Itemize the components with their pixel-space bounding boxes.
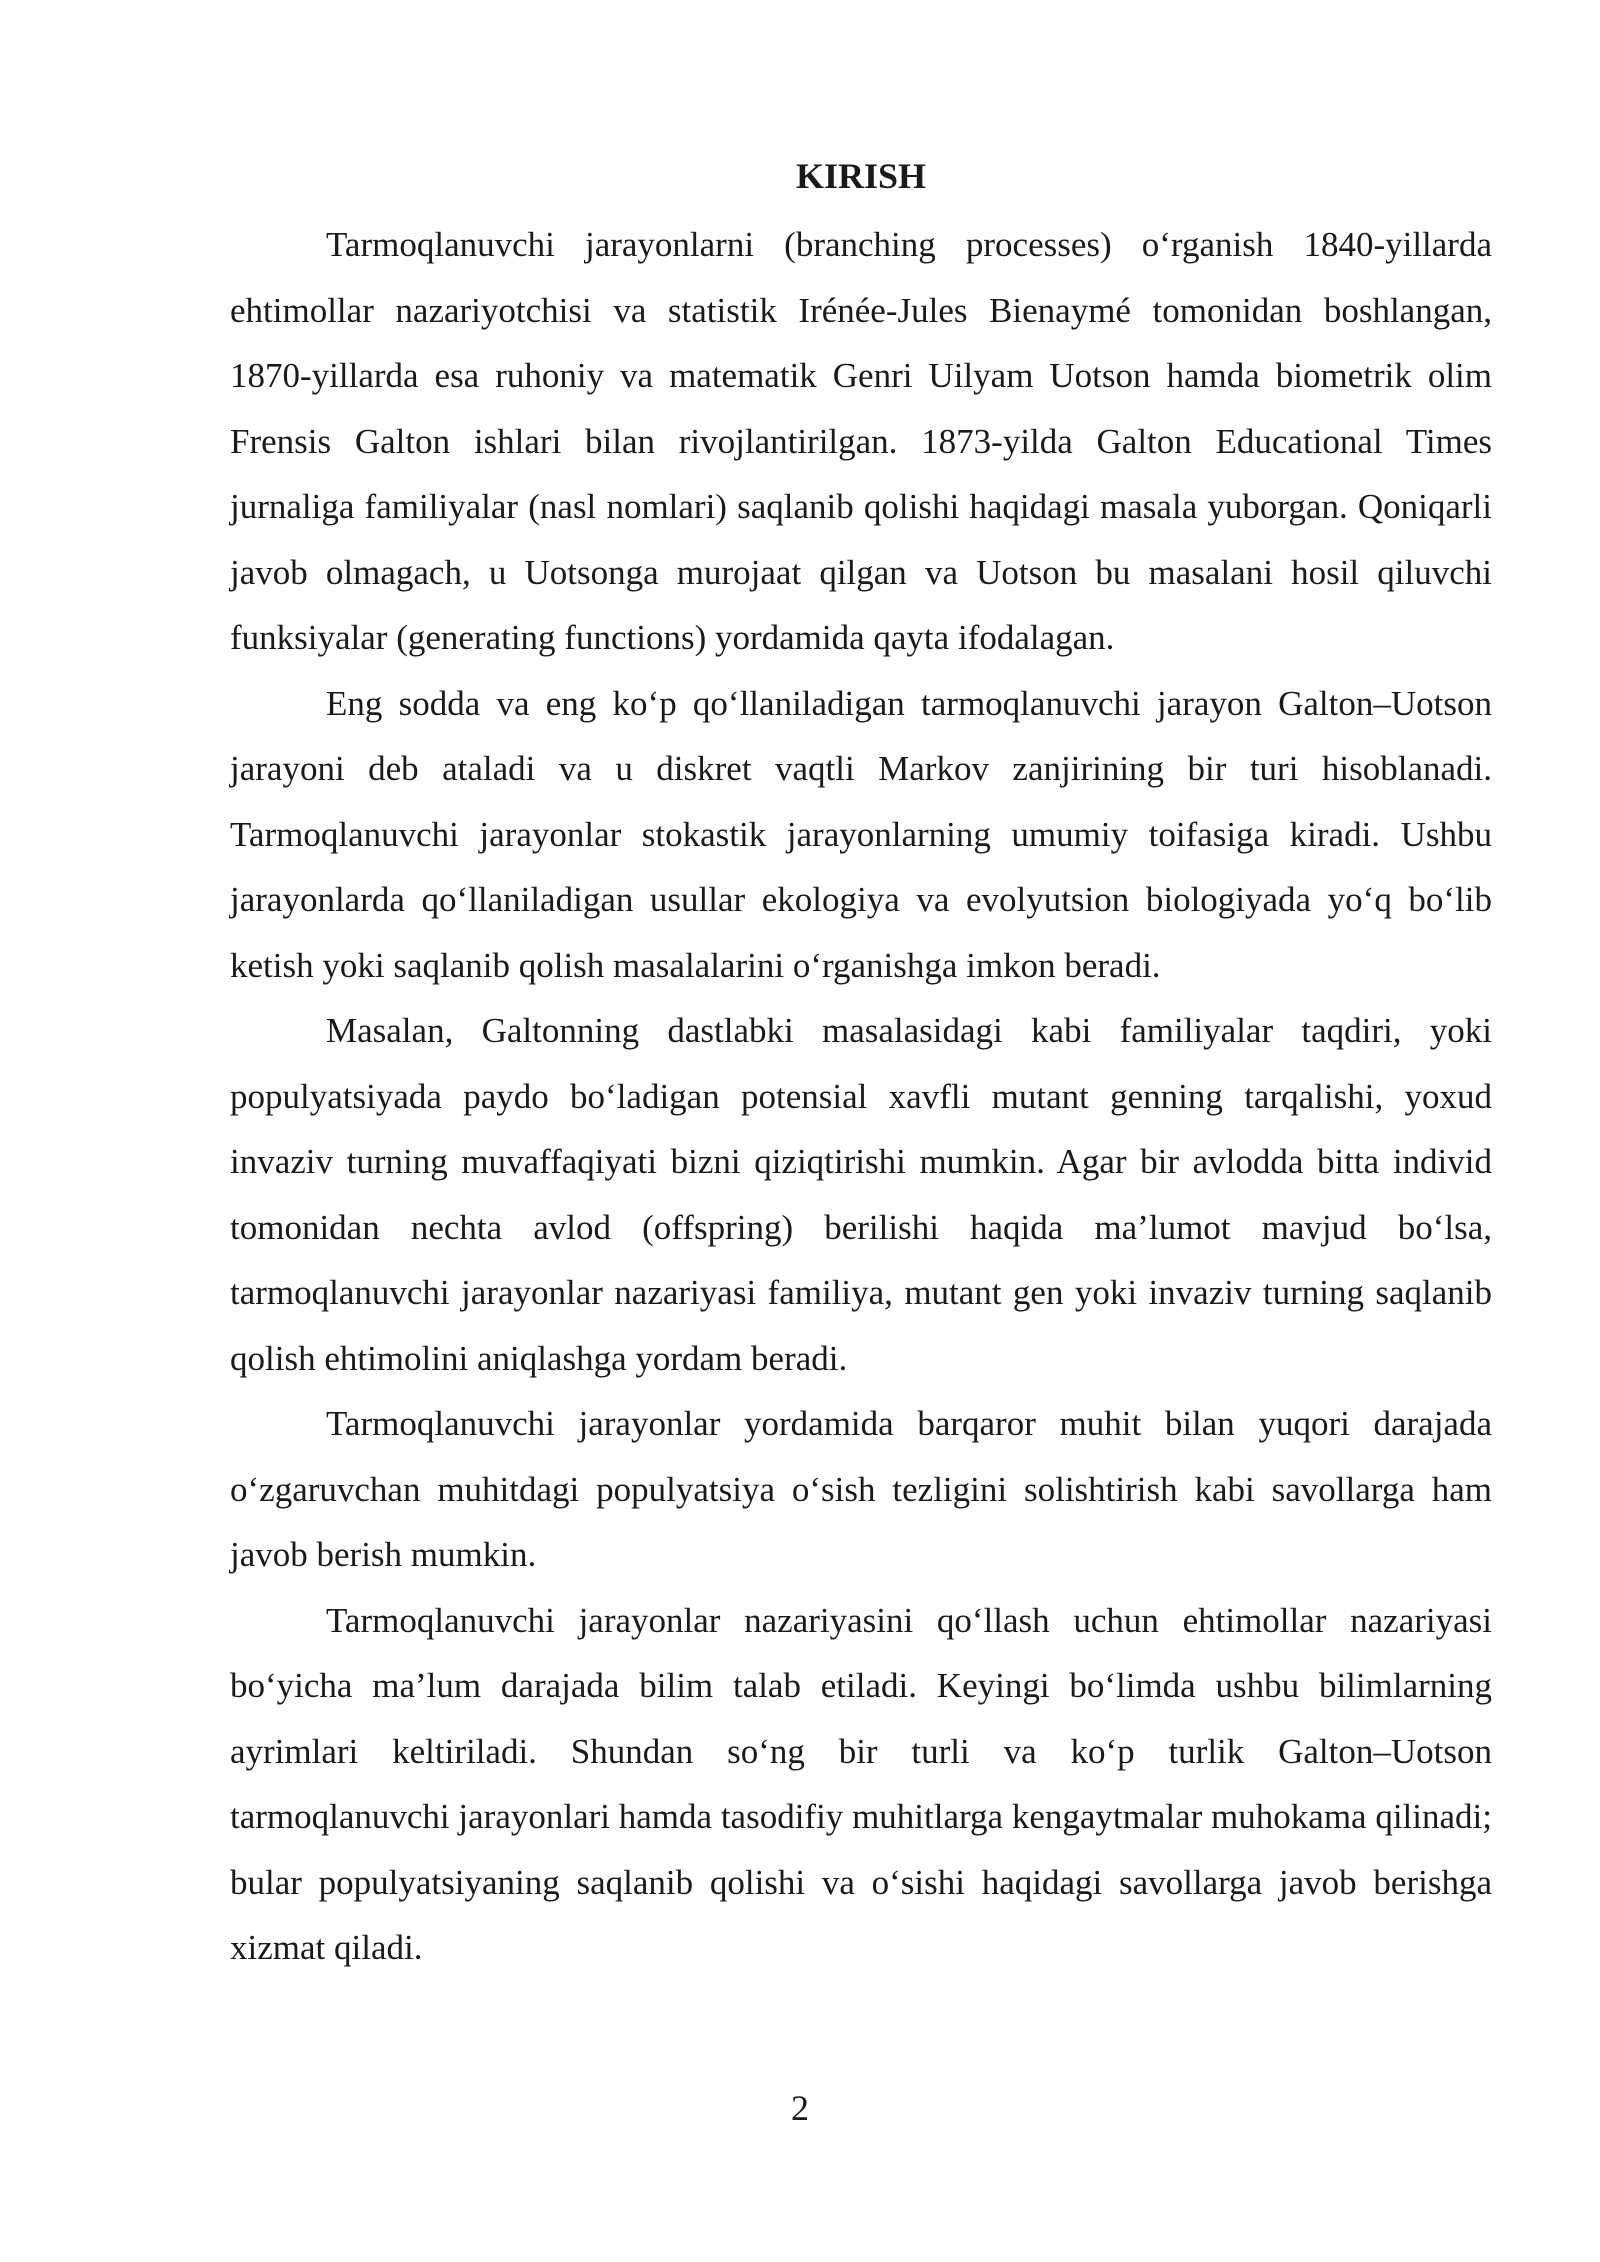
paragraph-2: Eng sodda va eng ko‘p qo‘llaniladigan tarmoqlanuvchi jarayon Galton–Uotson jarayoni deb ataladi va u diskret vaqtli Markov zanjirining bir turi hisoblanadi. Tarmoqlanuvchi jarayonlar stokastik jarayonlarning umumiy toifasiga kiradi. Ushbu jarayonlarda qo‘llaniladigan usullar ekologiya va evolyutsion biologiyada yo‘q bo‘lib ketish yoki saqlanib qolish masalalarini o‘rganishga imkon beradi. (230, 683, 1492, 985)
paragraph-1: Tarmoqlanuvchi jarayonlarni (branching processes) o‘rganish 1840-yillarda ehtimollar nazariyotchisi va statistik Irénée-Jules Bienaymé tomonidan boshlangan, 1870-yillarda esa ruhoniy va matematik Genri Uilyam Uotson hamda biometrik olim Frensis Galton ishlari bilan rivojlantirilgan. 1873-yilda Galton Educational Times jurnaliga familiyalar (nasl nomlari) saqlanib qolishi haqidagi masala yuborgan. Qoniqarli javob olmagach, u Uotsonga murojaat qilgan va Uotson bu masalani hosil qiluvchi funksiyalar (generating functions) yordamida qayta ifodalagan. (230, 225, 1492, 657)
paragraph-4: Tarmoqlanuvchi jarayonlar yordamida barqaror muhit bilan yuqori darajada o‘zgaruvchan muhitdagi populyatsiya o‘sish tezligini solishtirish kabi savollarga ham javob berish mumkin. (230, 1404, 1492, 1574)
paragraph-5: Tarmoqlanuvchi jarayonlar nazariyasini qo‘llash uchun ehtimollar nazariyasi bo‘yicha ma’lum darajada bilim talab etiladi. Keyingi bo‘limda ushbu bilimlarning ayrimlari keltiriladi. Shundan so‘ng bir turli va ko‘p turlik Galton–Uotson tarmoqlanuvchi jarayonlari hamda tasodifiy muhitlarga kengaytmalar muhokama qilinadi; bular populyatsiyaning saqlanib qolishi va o‘sishi haqidagi savollarga javob berishga xizmat qiladi. (230, 1600, 1492, 1967)
section-title: KIRISH (795, 156, 927, 196)
page-content (230, 150, 1492, 1981)
page-number: 2 (791, 2088, 809, 2128)
paragraph-3: Masalan, Galtonning dastlabki masalasidagi kabi familiyalar taqdiri, yoki populyatsiyada paydo bo‘ladigan potensial xavfli mutant genning tarqalishi, yoxud invaziv turning muvaffaqiyati bizni qiziqtirishi mumkin. Agar bir avlodda bitta individ tomonidan nechta avlod (offspring) berilishi haqida ma’lumot mavjud bo‘lsa, tarmoqlanuvchi jarayonlar nazariyasi familiya, mutant gen yoki invaziv turning saqlanib qolish ehtimolini aniqlashga yordam beradi. (230, 1011, 1492, 1378)
